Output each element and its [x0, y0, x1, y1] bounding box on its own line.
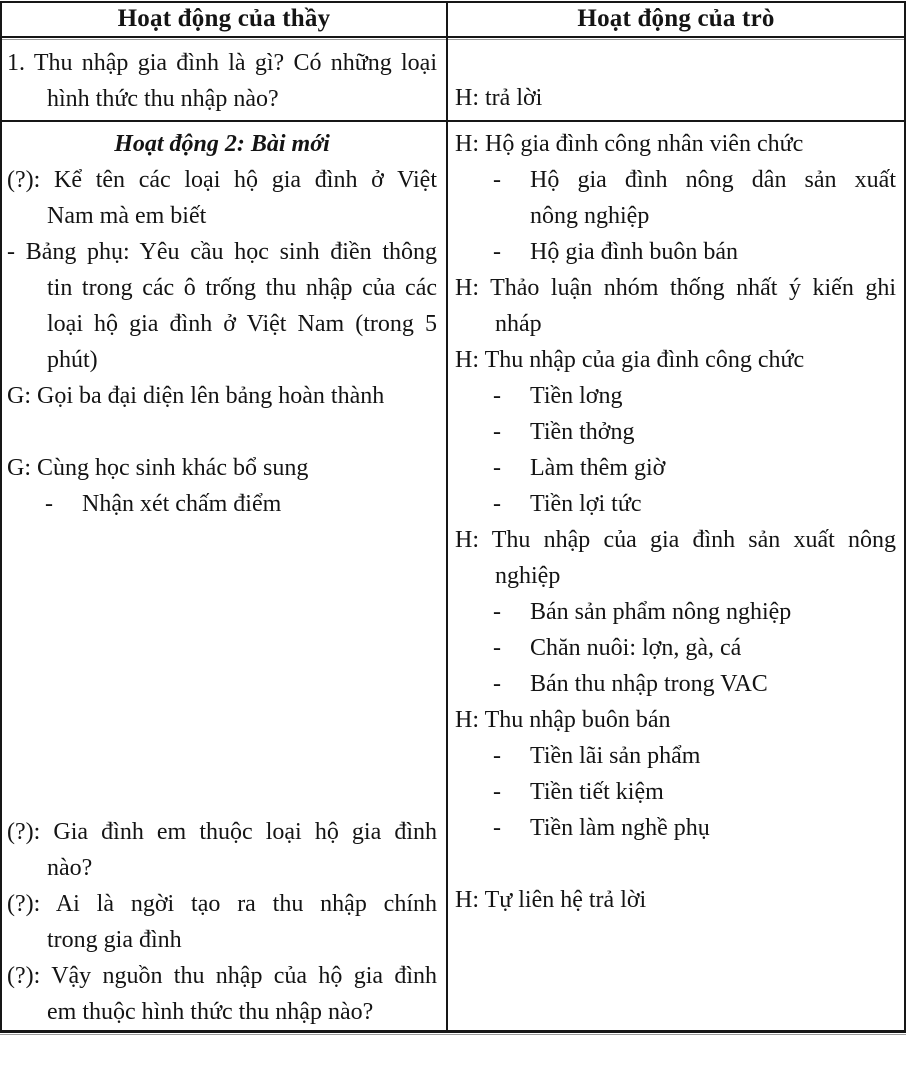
table-header-row — [2, 3, 904, 38]
text-line: H: Thảo luận nhóm thống nhất ý kiến ghi — [455, 275, 896, 301]
blank-space — [455, 846, 896, 882]
text-line: tin trong các ô trống thu nhập của các — [47, 275, 437, 301]
text-line: Hoạt động 2: Bài mới — [114, 131, 330, 157]
header-label-student: Hoạt động của trò — [577, 5, 775, 33]
text-line: H: Hộ gia đình công nhân viên chức — [455, 131, 804, 157]
dash-bullet-icon: - — [493, 743, 501, 769]
text-line: - Tiền tiết kiệm — [455, 774, 896, 810]
cell-question1-teacher — [2, 38, 448, 120]
table-row-main-activity — [2, 122, 904, 1030]
text-line: 1. Thu nhập gia đình là gì? Có những loại — [7, 49, 437, 76]
text-line: - Tiền làm nghề phụ — [455, 810, 896, 846]
bullet-item — [455, 630, 896, 666]
dash-bullet-icon: - — [493, 491, 501, 517]
paragraph — [7, 378, 437, 414]
dash-bullet-icon: - — [493, 383, 501, 409]
text-line: - Tiền lơng — [455, 378, 896, 414]
text-line: - Tiền lợi tức — [455, 486, 896, 522]
text-line: H: Thu nhập của gia đình sản xuất nông — [455, 527, 896, 553]
paragraph — [7, 162, 437, 234]
dash-bullet-icon: - — [493, 599, 501, 625]
paragraph — [455, 126, 896, 162]
text-line: nghiệp — [495, 563, 561, 589]
text-line: - Nhận xét chấm điểm — [7, 486, 437, 522]
header-cell-teacher-activities — [2, 3, 448, 36]
paragraph — [7, 814, 437, 886]
text-line: - Bán sản phẩm nông nghiệp — [455, 594, 896, 630]
bullet-item — [455, 486, 896, 522]
text-line: phút) — [47, 347, 98, 373]
text-line: G: Gọi ba đại diện lên bảng hoàn thành — [7, 383, 385, 409]
paragraph — [455, 522, 896, 594]
text-line: G: Cùng học sinh khác bổ sung — [7, 455, 309, 481]
text-line: - Hộ gia đình buôn bán — [455, 234, 896, 270]
text-line: H: Thu nhập buôn bán — [455, 707, 671, 733]
cell-main-student — [448, 122, 904, 1030]
dash-bullet-icon: - — [493, 419, 501, 445]
bullet-item — [455, 234, 896, 270]
bullet-item — [455, 414, 896, 450]
text-line: H: trả lời — [455, 84, 543, 111]
paragraph — [7, 886, 437, 958]
text-line: - Chăn nuôi: lợn, gà, cá — [455, 630, 896, 666]
bullet-item — [455, 810, 896, 846]
section-heading — [7, 126, 437, 162]
text-line: H: Thu nhập của gia đình công chức — [455, 347, 805, 373]
bullet-item — [455, 738, 896, 774]
paragraph — [7, 450, 437, 486]
bullet-item — [7, 486, 437, 522]
table-row-question1 — [2, 38, 904, 122]
text-line: trong gia đình — [47, 927, 182, 953]
dash-bullet-icon: - — [493, 779, 501, 805]
blank-space — [7, 414, 437, 450]
bullet-item — [455, 162, 896, 234]
text-line: (?): Vậy nguồn thu nhập của hộ gia đình — [7, 963, 437, 989]
text-line: - Bảng phụ: Yêu cầu học sinh điền thông — [7, 239, 437, 265]
paragraph — [7, 45, 437, 117]
bullet-item — [455, 378, 896, 414]
dash-bullet-icon: - — [493, 167, 501, 193]
bullet-item — [455, 666, 896, 702]
lesson-plan-table — [0, 1, 906, 1033]
paragraph — [7, 234, 437, 378]
dash-bullet-icon: - — [493, 671, 501, 697]
text-line: - Tiền thởng — [455, 414, 896, 450]
dash-bullet-icon: - — [45, 491, 53, 517]
text-line: hình thức thu nhập nào? — [47, 85, 279, 112]
paragraph — [7, 958, 437, 1030]
text-line: loại hộ gia đình ở Việt Nam (trong 5 — [47, 311, 437, 337]
bullet-item — [455, 450, 896, 486]
text-line: nháp — [495, 311, 542, 337]
text-line: nông nghiệp — [530, 203, 650, 229]
dash-bullet-icon: - — [493, 815, 501, 841]
text-line: em thuộc hình thức thu nhập nào? — [47, 999, 374, 1025]
text-line: - Hộ gia đình nông dân sản xuất — [455, 162, 896, 198]
text-line: Nam mà em biết — [47, 203, 207, 229]
text-line: nào? — [47, 855, 93, 881]
text-line: (?): Ai là ngời tạo ra thu nhập chính — [7, 891, 437, 917]
paragraph — [455, 80, 896, 116]
paragraph — [455, 342, 896, 378]
dash-bullet-icon: - — [493, 635, 501, 661]
text-line: (?): Kể tên các loại hộ gia đình ở Việt — [7, 167, 437, 193]
bullet-item — [455, 774, 896, 810]
cell-question1-student — [448, 38, 904, 120]
header-cell-student-activities — [448, 3, 904, 36]
bullet-item — [455, 594, 896, 630]
dash-bullet-icon: - — [493, 239, 501, 265]
paragraph — [455, 882, 896, 918]
text-line: (?): Gia đình em thuộc loại hộ gia đình — [7, 819, 437, 845]
header-label-teacher: Hoạt động của thầy — [117, 5, 331, 33]
paragraph — [455, 702, 896, 738]
dash-bullet-icon: - — [493, 455, 501, 481]
paragraph — [455, 270, 896, 342]
text-line: H: Tự liên hệ trả lời — [455, 887, 647, 913]
cell-main-teacher — [2, 122, 448, 1030]
text-line: - Tiền lãi sản phẩm — [455, 738, 896, 774]
blank-space — [7, 522, 437, 814]
text-line: - Làm thêm giờ — [455, 450, 896, 486]
text-line: - Bán thu nhập trong VAC — [455, 666, 896, 702]
